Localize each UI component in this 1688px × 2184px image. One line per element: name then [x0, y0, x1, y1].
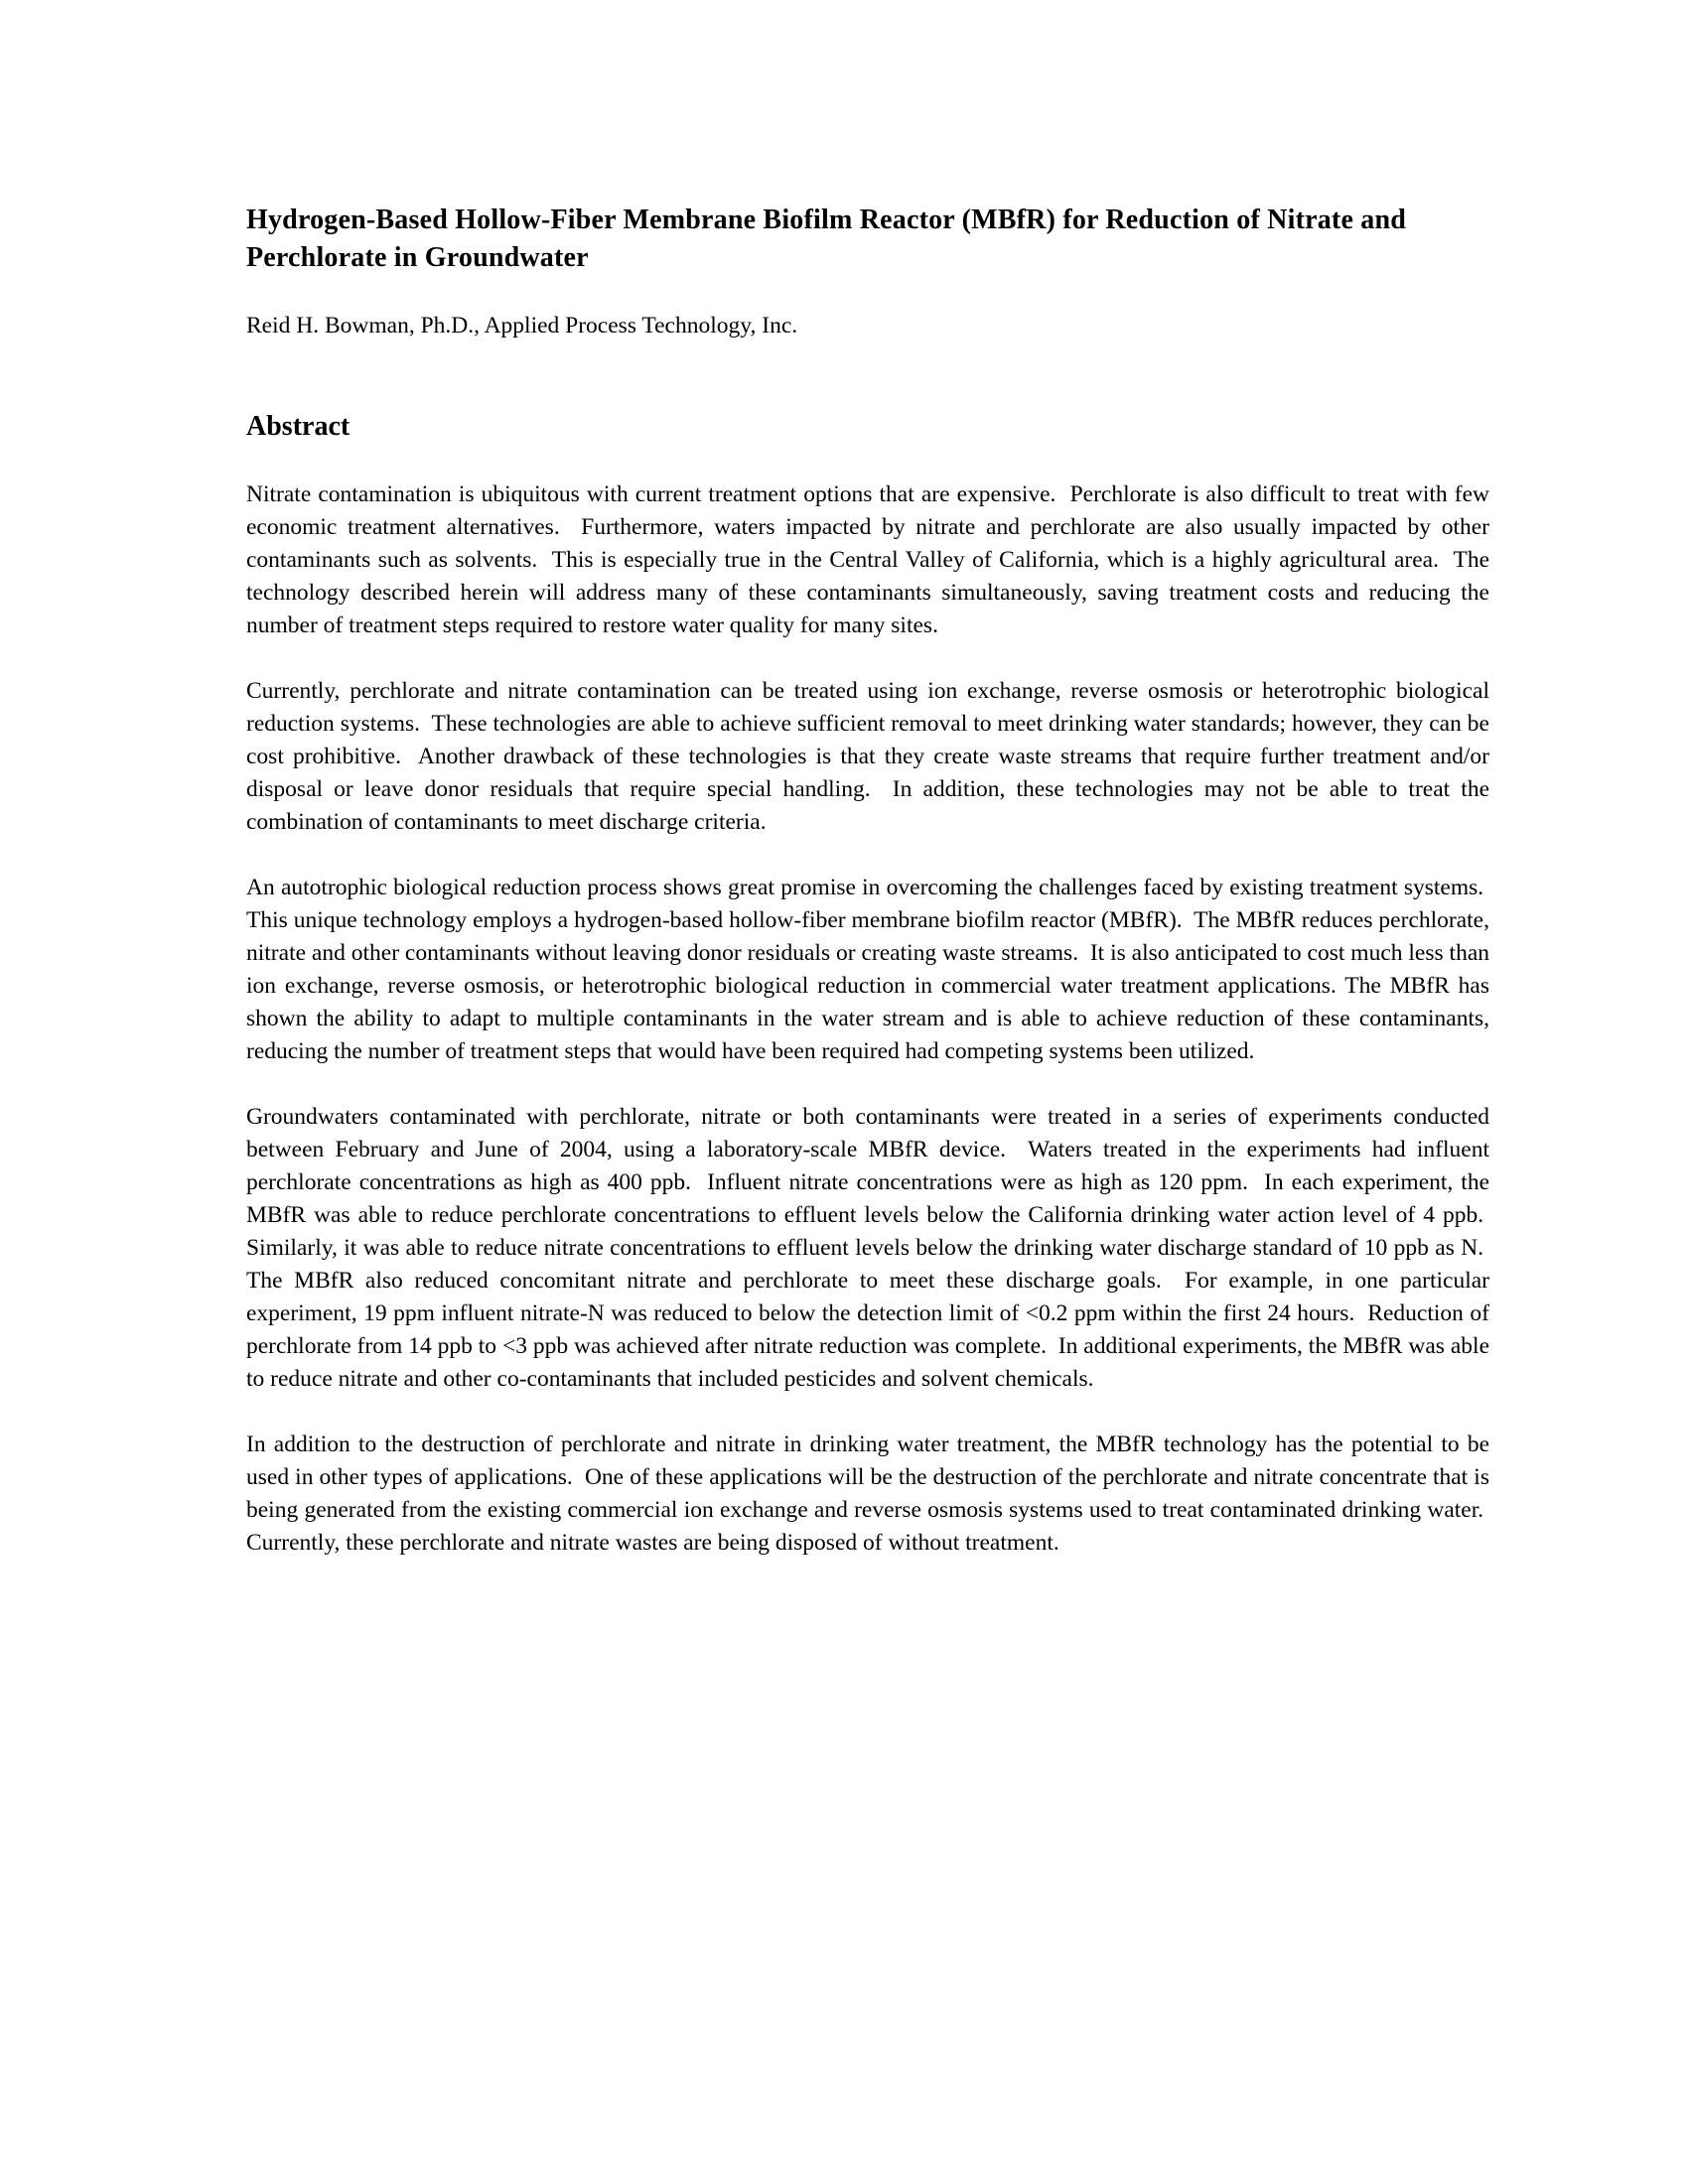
author-line: Reid H. Bowman, Ph.D., Applied Process Technology, Inc.	[246, 313, 798, 339]
abstract-paragraph-2: Currently, perchlorate and nitrate contamination can be treated using ion exchange, reverse osmosis or heterotrophic biological reduction systems. These technologies are able to achieve sufficient removal to meet drinking water standards; however, they can be cost prohibitive. Another drawback of these technologies is that they create waste streams that require further treatment and/or disposal or leave donor residuals that require special handling. In addition, these technologies may not be able to treat the combination of contaminants to meet discharge criteria.	[246, 678, 1489, 835]
abstract-paragraph-3: An autotrophic biological reduction process shows great promise in overcoming the challenges faced by existing treatment systems. This unique technology employs a hydrogen-based hollow-fiber membrane biofilm reactor (MBfR). The MBfR reduces perchlorate, nitrate and other contaminants without leaving donor residuals or creating waste streams. It is also anticipated to cost much less than ion exchange, reverse osmosis, or heterotrophic biological reduction in commercial water treatment applications. The MBfR has shown the ability to adapt to multiple contaminants in the water stream and is able to achieve reduction of these contaminants, reducing the number of treatment steps that would have been required had competing systems been utilized.	[246, 875, 1489, 1064]
abstract-body	[246, 478, 1489, 1560]
abstract-paragraph-4: Groundwaters contaminated with perchlorate, nitrate or both contaminants were treated in a series of experiments conducted between February and June of 2004, using a laboratory-scale MBfR device. Waters treated in the experiments had influent perchlorate concentrations as high as 400 ppb. Influent nitrate concentrations were as high as 120 ppm. In each experiment, the MBfR was able to reduce perchlorate concentrations to effluent levels below the California drinking water action level of 4 ppb. Similarly, it was able to reduce nitrate concentrations to effluent levels below the drinking water discharge standard of 10 ppb as N. The MBfR also reduced concomitant nitrate and perchlorate to meet these discharge goals. For example, in one particular experiment, 19 ppm influent nitrate-N was reduced to below the detection limit of <0.2 ppm within the first 24 hours. Reduction of perchlorate from 14 ppb to <3 ppb was achieved after nitrate reduction was complete. In additional experiments, the MBfR was able to reduce nitrate and other co-contaminants that included pesticides and solvent chemicals.	[246, 1104, 1489, 1392]
paper-title: Hydrogen-Based Hollow-Fiber Membrane Biofilm Reactor (MBfR) for Reduction of Nitrate and Perchlorate in Groundwater	[246, 205, 1407, 273]
abstract-paragraph-5: In addition to the destruction of perchlorate and nitrate in drinking water treatment, the MBfR technology has the potential to be used in other types of applications. One of these applications will be the destruction of the perchlorate and nitrate concentrate that is being generated from the existing commercial ion exchange and reverse osmosis systems used to treat contaminated drinking water. Currently, these perchlorate and nitrate wastes are being disposed of without treatment.	[246, 1432, 1489, 1556]
abstract-paragraph-1: Nitrate contamination is ubiquitous with current treatment options that are expensive. Perchlorate is also difficult to treat with few economic treatment alternatives. Furthermore, waters impacted by nitrate and perchlorate are also usually impacted by other contaminants such as solvents. This is especially true in the Central Valley of California, which is a highly agricultural area. The technology described herein will address many of these contaminants simultaneously, saving treatment costs and reducing the number of treatment steps required to restore water quality for many sites.	[246, 481, 1489, 638]
abstract-heading: Abstract	[246, 411, 351, 442]
